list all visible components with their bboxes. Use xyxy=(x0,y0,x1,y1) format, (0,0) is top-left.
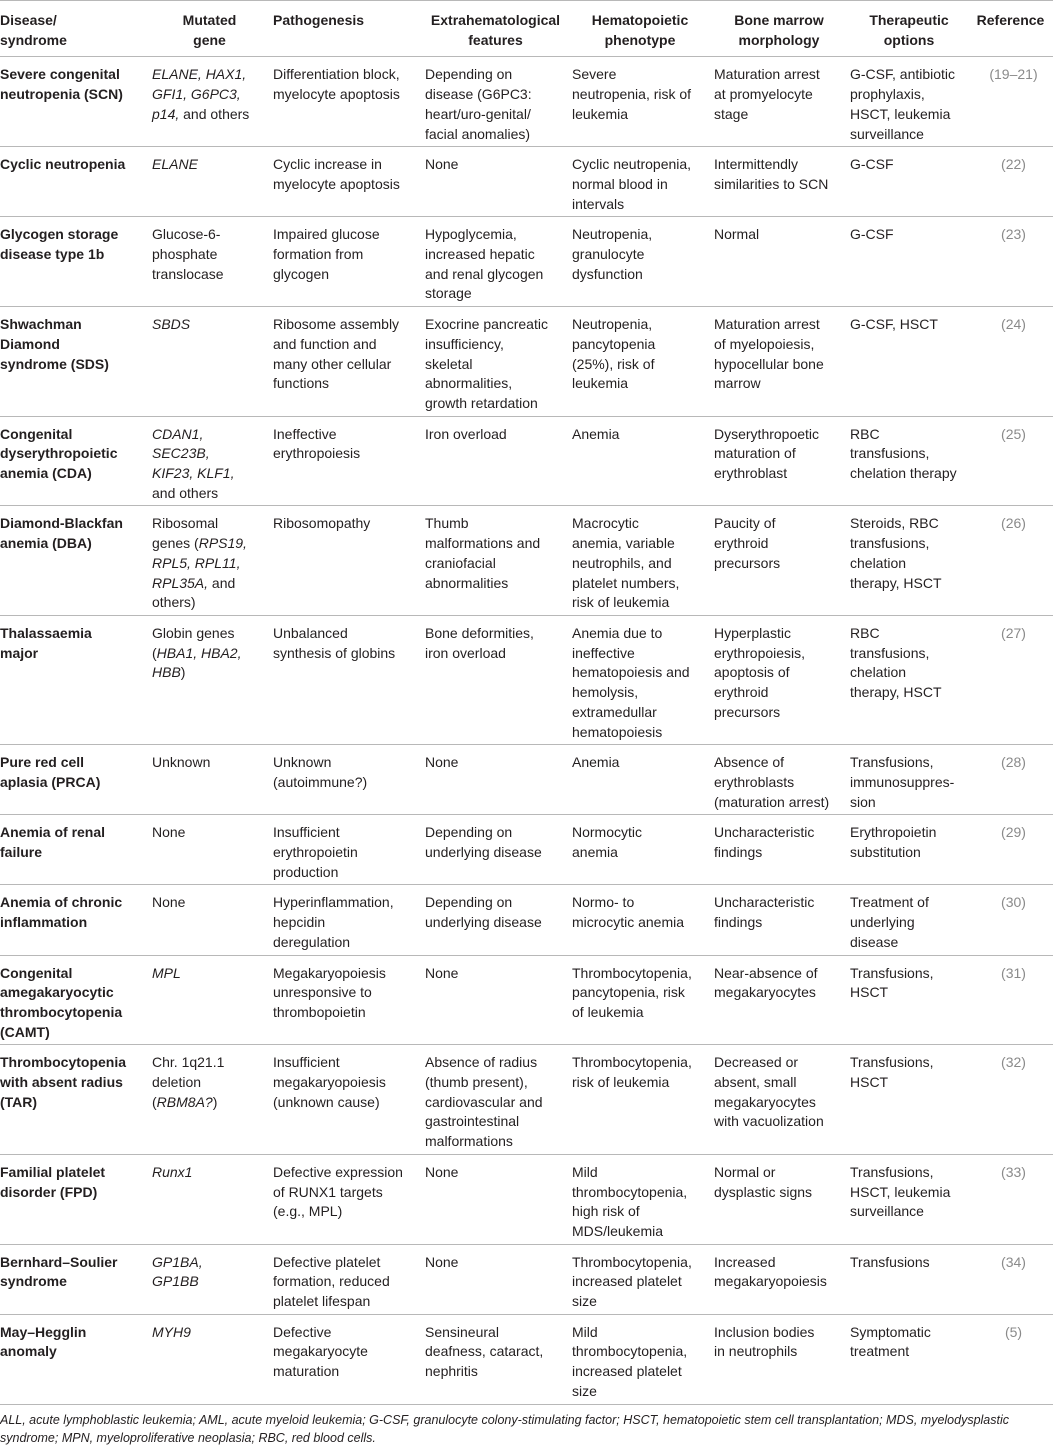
cell-reference: (33) xyxy=(1001,1163,1026,1180)
cell-hematopoietic: Anemia xyxy=(572,425,620,442)
table-row xyxy=(0,1244,1053,1314)
cell-hematopoietic: Mild thrombocytopenia, high risk of MDS/leukemia xyxy=(572,1163,688,1239)
gene-symbol: MYH9 xyxy=(152,1323,191,1340)
gene-symbol: GP1BA, GP1BB xyxy=(152,1253,203,1290)
cell-disease: Anemia of renal failure xyxy=(0,824,106,861)
cell-extrahematological: Depending on disease (G6PC3: heart/uro-genital/ facial anomalies) xyxy=(425,66,532,142)
cell-bone-marrow: Increased megakaryopoiesis xyxy=(714,1253,827,1290)
cell-pathogenesis: Ribosomopathy xyxy=(273,515,371,532)
cell-reference: (29) xyxy=(1001,824,1026,841)
cell-disease: May–Hegglin anomaly xyxy=(0,1323,87,1360)
cell-mutated-gene xyxy=(152,1154,273,1244)
table-row xyxy=(0,307,1053,417)
cell-pathogenesis: Impaired glucose formation from glycogen xyxy=(273,226,380,282)
table-body xyxy=(0,57,1053,1404)
cell-bone-marrow: Inclusion bodies in neutrophils xyxy=(714,1323,815,1360)
header-pathogenesis: Pathogenesis xyxy=(273,1,425,57)
cell-pathogenesis: Hyperinflammation, hepcidin deregulation xyxy=(273,894,394,950)
cell-therapy: G-CSF, antibiotic prophylaxis, HSCT, leukemia surveillance xyxy=(850,66,956,142)
gene-symbol: Runx1 xyxy=(152,1163,193,1180)
table-row xyxy=(0,1045,1053,1155)
cell-disease: Cyclic neutropenia xyxy=(0,156,126,173)
header-therapy: Therapeutic options xyxy=(850,1,974,57)
cell-reference: (19–21) xyxy=(989,66,1038,83)
cell-bone-marrow: Absence of erythroblasts (maturation arrest) xyxy=(714,754,830,810)
gene-text: Chr. 1q21.1 deletion ( xyxy=(152,1054,225,1110)
cell-extrahematological: Depending on underlying disease xyxy=(425,824,542,861)
cell-hematopoietic: Neutropenia, pancytopenia (25%), risk of leukemia xyxy=(572,316,656,392)
cell-bone-marrow: Near-absence of megakaryocytes xyxy=(714,964,818,1001)
gene-symbol: CDAN1, SEC23B, KIF23, KLF1, xyxy=(152,425,235,482)
cell-disease: Thalassaemia major xyxy=(0,624,92,661)
cell-hematopoietic: Thrombocytopenia, increased platelet size xyxy=(572,1253,692,1310)
cell-pathogenesis: Unknown (autoimmune?) xyxy=(273,754,368,790)
cell-bone-marrow: Uncharacteristic findings xyxy=(714,894,815,931)
cell-extrahematological: Bone deformities, iron overload xyxy=(425,624,534,661)
cell-reference: (25) xyxy=(1001,425,1026,442)
header-extrahematological: Extrahematological features xyxy=(425,1,572,57)
cell-reference: (22) xyxy=(1001,156,1026,173)
cell-extrahematological: Sensineural deafness, cataract, nephritis xyxy=(425,1323,544,1380)
cell-reference: (5) xyxy=(1004,1323,1023,1340)
header-gene: Mutated gene xyxy=(152,1,273,57)
cell-reference: (30) xyxy=(1001,894,1026,911)
cell-therapy: Treatment of underlying disease xyxy=(850,894,929,950)
cell-therapy: Erythropoietin substitution xyxy=(850,824,937,861)
cell-pathogenesis: Megakaryopoiesis unresponsive to thrombopoietin xyxy=(273,964,386,1020)
cell-reference: (34) xyxy=(1001,1253,1026,1270)
cell-therapy: Symptomatic treatment xyxy=(850,1323,931,1360)
cell-therapy: Transfusions, HSCT xyxy=(850,1054,934,1091)
table-header xyxy=(0,1,1053,57)
gene-text: Globin genes ( xyxy=(152,624,235,661)
cell-therapy: G-CSF, HSCT xyxy=(850,316,938,333)
cell-bone-marrow: Normal or dysplastic signs xyxy=(714,1163,813,1200)
gene-text: None xyxy=(152,894,186,911)
cell-mutated-gene xyxy=(152,1045,273,1155)
cell-pathogenesis: Cyclic increase in myelocyte apoptosis xyxy=(273,156,400,192)
cell-hematopoietic: Anemia due to ineffective hematopoiesis and hemolysis, extramedullar hematopoiesis xyxy=(572,624,690,740)
gene-text: Glucose-6- phosphate translocase xyxy=(152,226,224,282)
table-row xyxy=(0,745,1053,815)
cell-bone-marrow: Paucity of erythroid precursors xyxy=(714,515,781,571)
cell-pathogenesis: Defective expression of RUNX1 targets (e.g., MPL) xyxy=(273,1163,403,1220)
cell-therapy: Transfusions xyxy=(850,1253,930,1270)
cell-disease: Familial platelet disorder (FPD) xyxy=(0,1163,106,1200)
cell-disease: Severe congenital neutropenia (SCN) xyxy=(0,66,123,103)
table-row xyxy=(0,217,1053,307)
cell-therapy: Steroids, RBC transfusions, chelation therapy, HSCT xyxy=(850,515,942,591)
cell-pathogenesis: Ribosome assembly and function and many other cellular functions xyxy=(273,316,400,392)
cell-hematopoietic: Mild thrombocytopenia, increased platelet size xyxy=(572,1323,688,1399)
cell-extrahematological: Hypoglycemia, increased hepatic and renal glycogen storage xyxy=(425,226,544,302)
cell-hematopoietic: Neutropenia, granulocyte dysfunction xyxy=(572,226,653,282)
cell-reference: (24) xyxy=(1001,316,1026,333)
cell-hematopoietic: Thrombocytopenia, pancytopenia, risk of leukemia xyxy=(572,964,692,1020)
cell-mutated-gene xyxy=(152,147,273,217)
table-row xyxy=(0,815,1053,885)
cell-pathogenesis: Unbalanced synthesis of globins xyxy=(273,624,396,661)
cell-disease: Diamond-Blackfan anemia (DBA) xyxy=(0,515,123,552)
cell-extrahematological: Depending on underlying disease xyxy=(425,894,542,931)
gene-text: and others) xyxy=(152,574,236,611)
cell-bone-marrow: Maturation arrest of myelopoiesis, hypocellular bone marrow xyxy=(714,316,824,392)
cell-extrahematological: None xyxy=(425,1163,459,1180)
cell-pathogenesis: Ineffective erythropoiesis xyxy=(273,425,361,462)
cell-therapy: Transfusions, immunosuppres- sion xyxy=(850,754,955,810)
cell-bone-marrow: Intermittendly similarities to SCN xyxy=(714,156,829,192)
cell-disease: Shwachman Diamond syndrome (SDS) xyxy=(0,316,109,372)
cell-pathogenesis: Insufficient erythropoietin production xyxy=(273,824,358,880)
cell-mutated-gene xyxy=(152,506,273,616)
cell-disease: Congenital amegakaryocytic thrombocytopenia (CAMT) xyxy=(0,964,123,1040)
header-row xyxy=(0,1,1053,57)
gene-text: Unknown xyxy=(152,754,211,771)
cell-extrahematological: Iron overload xyxy=(425,425,507,442)
cell-extrahematological: Thumb malformations and craniofacial abnormalities xyxy=(425,515,541,591)
cell-reference: (23) xyxy=(1001,226,1026,243)
table-row xyxy=(0,1154,1053,1244)
cell-extrahematological: None xyxy=(425,754,459,771)
table-row xyxy=(0,1314,1053,1404)
cell-hematopoietic: Macrocytic anemia, variable neutrophils, and platelet numbers, risk of leukemia xyxy=(572,515,680,611)
cell-mutated-gene xyxy=(152,307,273,417)
cell-disease: Bernhard–Soulier syndrome xyxy=(0,1253,118,1290)
cell-mutated-gene xyxy=(152,815,273,885)
cell-reference: (32) xyxy=(1001,1054,1026,1071)
gene-symbol: ELANE xyxy=(152,156,198,173)
gene-text: None xyxy=(152,824,186,841)
cell-therapy: RBC transfusions, chelation therapy, HSCT xyxy=(850,624,942,701)
gene-symbol: MPL xyxy=(152,964,181,981)
cell-extrahematological: Absence of radius (thumb present), cardiovascular and gastrointestinal malformations xyxy=(425,1054,543,1150)
header-hematopoietic: Hematopoietic phenotype xyxy=(572,1,714,57)
cell-mutated-gene xyxy=(152,217,273,307)
gene-text: ) xyxy=(180,664,186,681)
cell-therapy: G-CSF xyxy=(850,156,894,173)
gene-text: and others xyxy=(179,105,250,122)
header-disease: Disease/ syndrome xyxy=(0,1,152,57)
table-row xyxy=(0,506,1053,616)
header-reference: Reference xyxy=(974,1,1053,57)
cell-pathogenesis: Defective platelet formation, reduced platelet lifespan xyxy=(273,1253,390,1310)
cell-hematopoietic: Anemia xyxy=(572,754,620,771)
cell-therapy: RBC transfusions, chelation therapy xyxy=(850,425,957,482)
table-row xyxy=(0,147,1053,217)
cell-hematopoietic: Normo- to microcytic anemia xyxy=(572,894,685,931)
table-row xyxy=(0,615,1053,744)
cell-disease: Congenital dyserythropoietic anemia (CDA) xyxy=(0,425,118,482)
header-bone-marrow: Bone marrow morphology xyxy=(714,1,850,57)
cell-extrahematological: None xyxy=(425,156,459,173)
table-footnote: ALL, acute lymphoblastic leukemia; AML, acute myeloid leukemia; G-CSF, granulocyte colony-stimulating factor; HSCT, hematopoietic stem cell transplantation; MDS, myelodysplastic syndrome; MPN, myeloproliferative neoplasia; RBC, red blood cells. xyxy=(0,1412,1010,1445)
cell-hematopoietic: Severe neutropenia, risk of leukemia xyxy=(572,66,692,122)
gene-symbol: RPS19, RPL5, RPL11, RPL35A, xyxy=(152,535,247,591)
cell-mutated-gene xyxy=(152,885,273,955)
gene-text: Ribosomal genes ( xyxy=(152,515,219,552)
cell-extrahematological: None xyxy=(425,964,459,981)
cell-pathogenesis: Differentiation block, myelocyte apoptosis xyxy=(273,66,400,103)
cell-hematopoietic: Normocytic anemia xyxy=(572,824,643,861)
cell-bone-marrow: Maturation arrest at promyelocyte stage xyxy=(714,66,820,122)
cell-reference: (28) xyxy=(1001,754,1026,771)
cell-reference: (26) xyxy=(1001,515,1026,532)
gene-text: ) xyxy=(212,1093,218,1110)
gene-symbol: SBDS xyxy=(152,316,191,333)
cell-mutated-gene xyxy=(152,416,273,506)
cell-therapy: Transfusions, HSCT xyxy=(850,964,934,1001)
cell-mutated-gene xyxy=(152,57,273,147)
cell-bone-marrow: Normal xyxy=(714,226,760,243)
table-row xyxy=(0,955,1053,1045)
cell-mutated-gene xyxy=(152,1244,273,1314)
cell-hematopoietic: Cyclic neutropenia, normal blood in intervals xyxy=(572,156,692,212)
cell-bone-marrow: Decreased or absent, small megakaryocytes with vacuolization xyxy=(714,1054,824,1130)
cell-bone-marrow: Uncharacteristic findings xyxy=(714,824,815,861)
cell-disease: Glycogen storage disease type 1b xyxy=(0,226,119,263)
table-row xyxy=(0,885,1053,955)
cell-therapy: Transfusions, HSCT, leukemia surveillance xyxy=(850,1163,951,1220)
gene-text: and others xyxy=(152,484,219,501)
table-row xyxy=(0,57,1053,147)
cell-hematopoietic: Thrombocytopenia, risk of leukemia xyxy=(572,1054,692,1091)
cell-disease: Thrombocytopenia with absent radius (TAR) xyxy=(0,1054,127,1110)
gene-symbol: RBM8A? xyxy=(156,1093,213,1110)
gene-symbol: ELANE, HAX1, GFI1, G6PC3, p14, xyxy=(152,66,247,122)
cell-mutated-gene xyxy=(152,1314,273,1404)
cell-reference: (31) xyxy=(1001,964,1026,981)
cell-mutated-gene xyxy=(152,615,273,744)
table-row xyxy=(0,416,1053,506)
cell-extrahematological: Exocrine pancreatic insufficiency, skeletal abnormalities, growth retardation xyxy=(425,316,548,411)
cell-reference: (27) xyxy=(1001,624,1026,641)
cell-mutated-gene xyxy=(152,745,273,815)
cell-bone-marrow: Dyserythropoetic maturation of erythroblast xyxy=(714,425,820,482)
cell-bone-marrow: Hyperplastic erythropoiesis, apoptosis of erythroid precursors xyxy=(714,624,806,720)
cell-extrahematological: None xyxy=(425,1253,459,1270)
gene-symbol: HBA1, HBA2, HBB xyxy=(152,644,242,681)
cell-mutated-gene xyxy=(152,955,273,1045)
cell-pathogenesis: Insufficient megakaryopoiesis (unknown cause) xyxy=(273,1054,386,1110)
cell-pathogenesis: Defective megakaryocyte maturation xyxy=(273,1323,368,1380)
cell-disease: Pure red cell aplasia (PRCA) xyxy=(0,754,101,790)
cell-therapy: G-CSF xyxy=(850,226,894,243)
cell-disease: Anemia of chronic inflammation xyxy=(0,894,123,931)
